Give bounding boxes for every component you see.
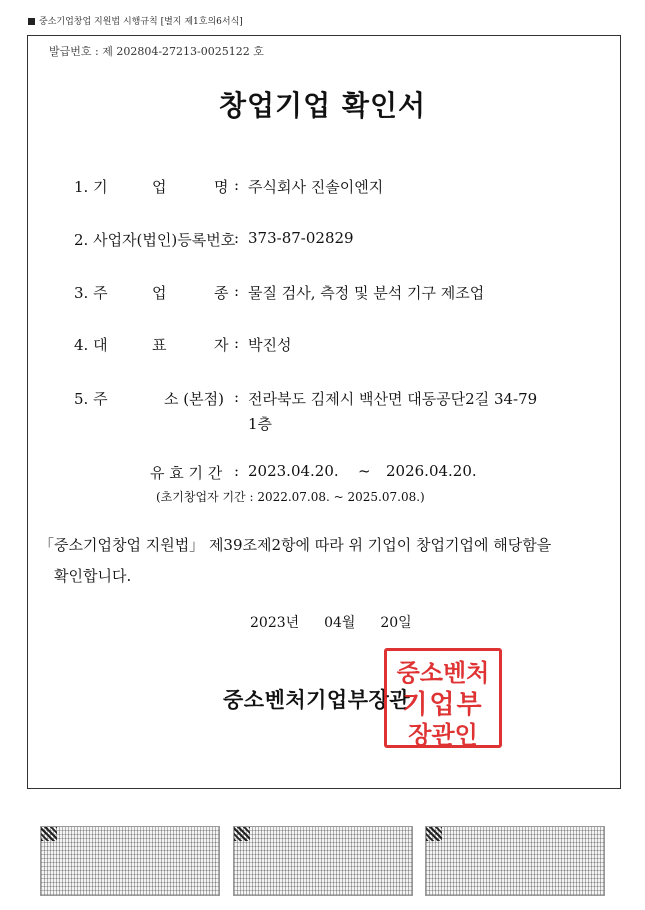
- field-address-value-line2: 1층: [248, 415, 273, 433]
- field-validity-start: 2023.04.20.: [248, 462, 339, 480]
- document-title: 창업기업 확인서: [218, 89, 427, 122]
- field-business: [74, 282, 594, 302]
- field-representative-label-3: 자: [214, 336, 229, 354]
- issue-date-month: 04월: [324, 615, 356, 631]
- verification-barcode-2: [233, 826, 413, 896]
- verification-barcode-1: [40, 826, 220, 896]
- field-address-value-line1: 전라북도 김제시 백산면 대동공단2길 34-79: [248, 390, 538, 408]
- field-validity-tilde: ~: [358, 462, 371, 480]
- barcode-marker-icon: [234, 827, 250, 841]
- confirmation-statement-line2: 확인합니다.: [54, 567, 132, 585]
- field-registration-value: 373-87-02829: [248, 229, 354, 247]
- field-address-label-1: 5. 주: [74, 390, 108, 408]
- field-address-label-2: 소 (본점): [164, 390, 224, 408]
- field-company-label-3: 명: [214, 178, 229, 196]
- confirmation-statement: [39, 530, 607, 592]
- field-validity: [74, 462, 594, 482]
- field-representative-label-1: 4. 대: [74, 336, 108, 354]
- barcode-marker-icon: [41, 827, 57, 841]
- issue-number: 발급번호 : 제 202804-27213-0025122 호: [49, 45, 264, 58]
- field-validity-end: 2026.04.20.: [386, 462, 477, 480]
- field-company-value: 주식회사 진솔이엔지: [248, 178, 384, 196]
- field-validity-colon: :: [234, 462, 240, 480]
- verification-barcode-3: [425, 826, 605, 896]
- field-company-colon: :: [234, 176, 240, 194]
- field-company: [74, 176, 594, 196]
- field-representative-label-2: 표: [152, 336, 167, 354]
- form-reference: [28, 14, 243, 27]
- initial-founder-period: (초기창업자 기간 : 2022.07.08. ~ 2025.07.08.): [156, 490, 425, 504]
- issuer-name: 중소벤처기업부장관: [223, 687, 411, 712]
- field-representative-value: 박진성: [248, 336, 292, 354]
- field-registration: [74, 229, 594, 249]
- field-representative-colon: :: [234, 334, 240, 352]
- field-business-label-1: 3. 주: [74, 284, 108, 302]
- seal-line3: 장관인: [408, 721, 478, 749]
- field-address-colon: :: [234, 388, 240, 406]
- field-business-label-3: 종: [214, 284, 229, 302]
- seal-line1: 중소벤처: [396, 659, 490, 687]
- field-registration-colon: :: [234, 229, 240, 247]
- field-address: [74, 388, 594, 436]
- seal-line2: 기업부: [402, 690, 484, 720]
- issue-date-year: 2023년: [250, 615, 300, 631]
- field-validity-label: 유 효 기 간: [150, 464, 223, 482]
- barcode-marker-icon: [426, 827, 442, 841]
- official-seal: [384, 648, 502, 748]
- field-business-colon: :: [234, 282, 240, 300]
- field-business-label-2: 업: [152, 284, 167, 302]
- field-business-value: 물질 검사, 측정 및 분석 기구 제조업: [248, 284, 485, 302]
- field-registration-label: 2. 사업자(법인)등록번호: [74, 231, 236, 249]
- form-reference-text: 중소기업창업 지원법 시행규칙 [별지 제1호의6서식]: [39, 17, 243, 27]
- field-representative: [74, 334, 594, 354]
- confirmation-statement-line1: 「중소기업창업 지원법」 제39조제2항에 따라 위 기업이 창업기업에 해당함을: [39, 536, 552, 554]
- issue-date: [250, 612, 412, 632]
- field-company-label-2: 업: [152, 178, 167, 196]
- square-bullet-icon: [28, 18, 35, 25]
- issue-date-day: 20일: [380, 615, 412, 631]
- field-company-label-1: 1. 기: [74, 178, 108, 196]
